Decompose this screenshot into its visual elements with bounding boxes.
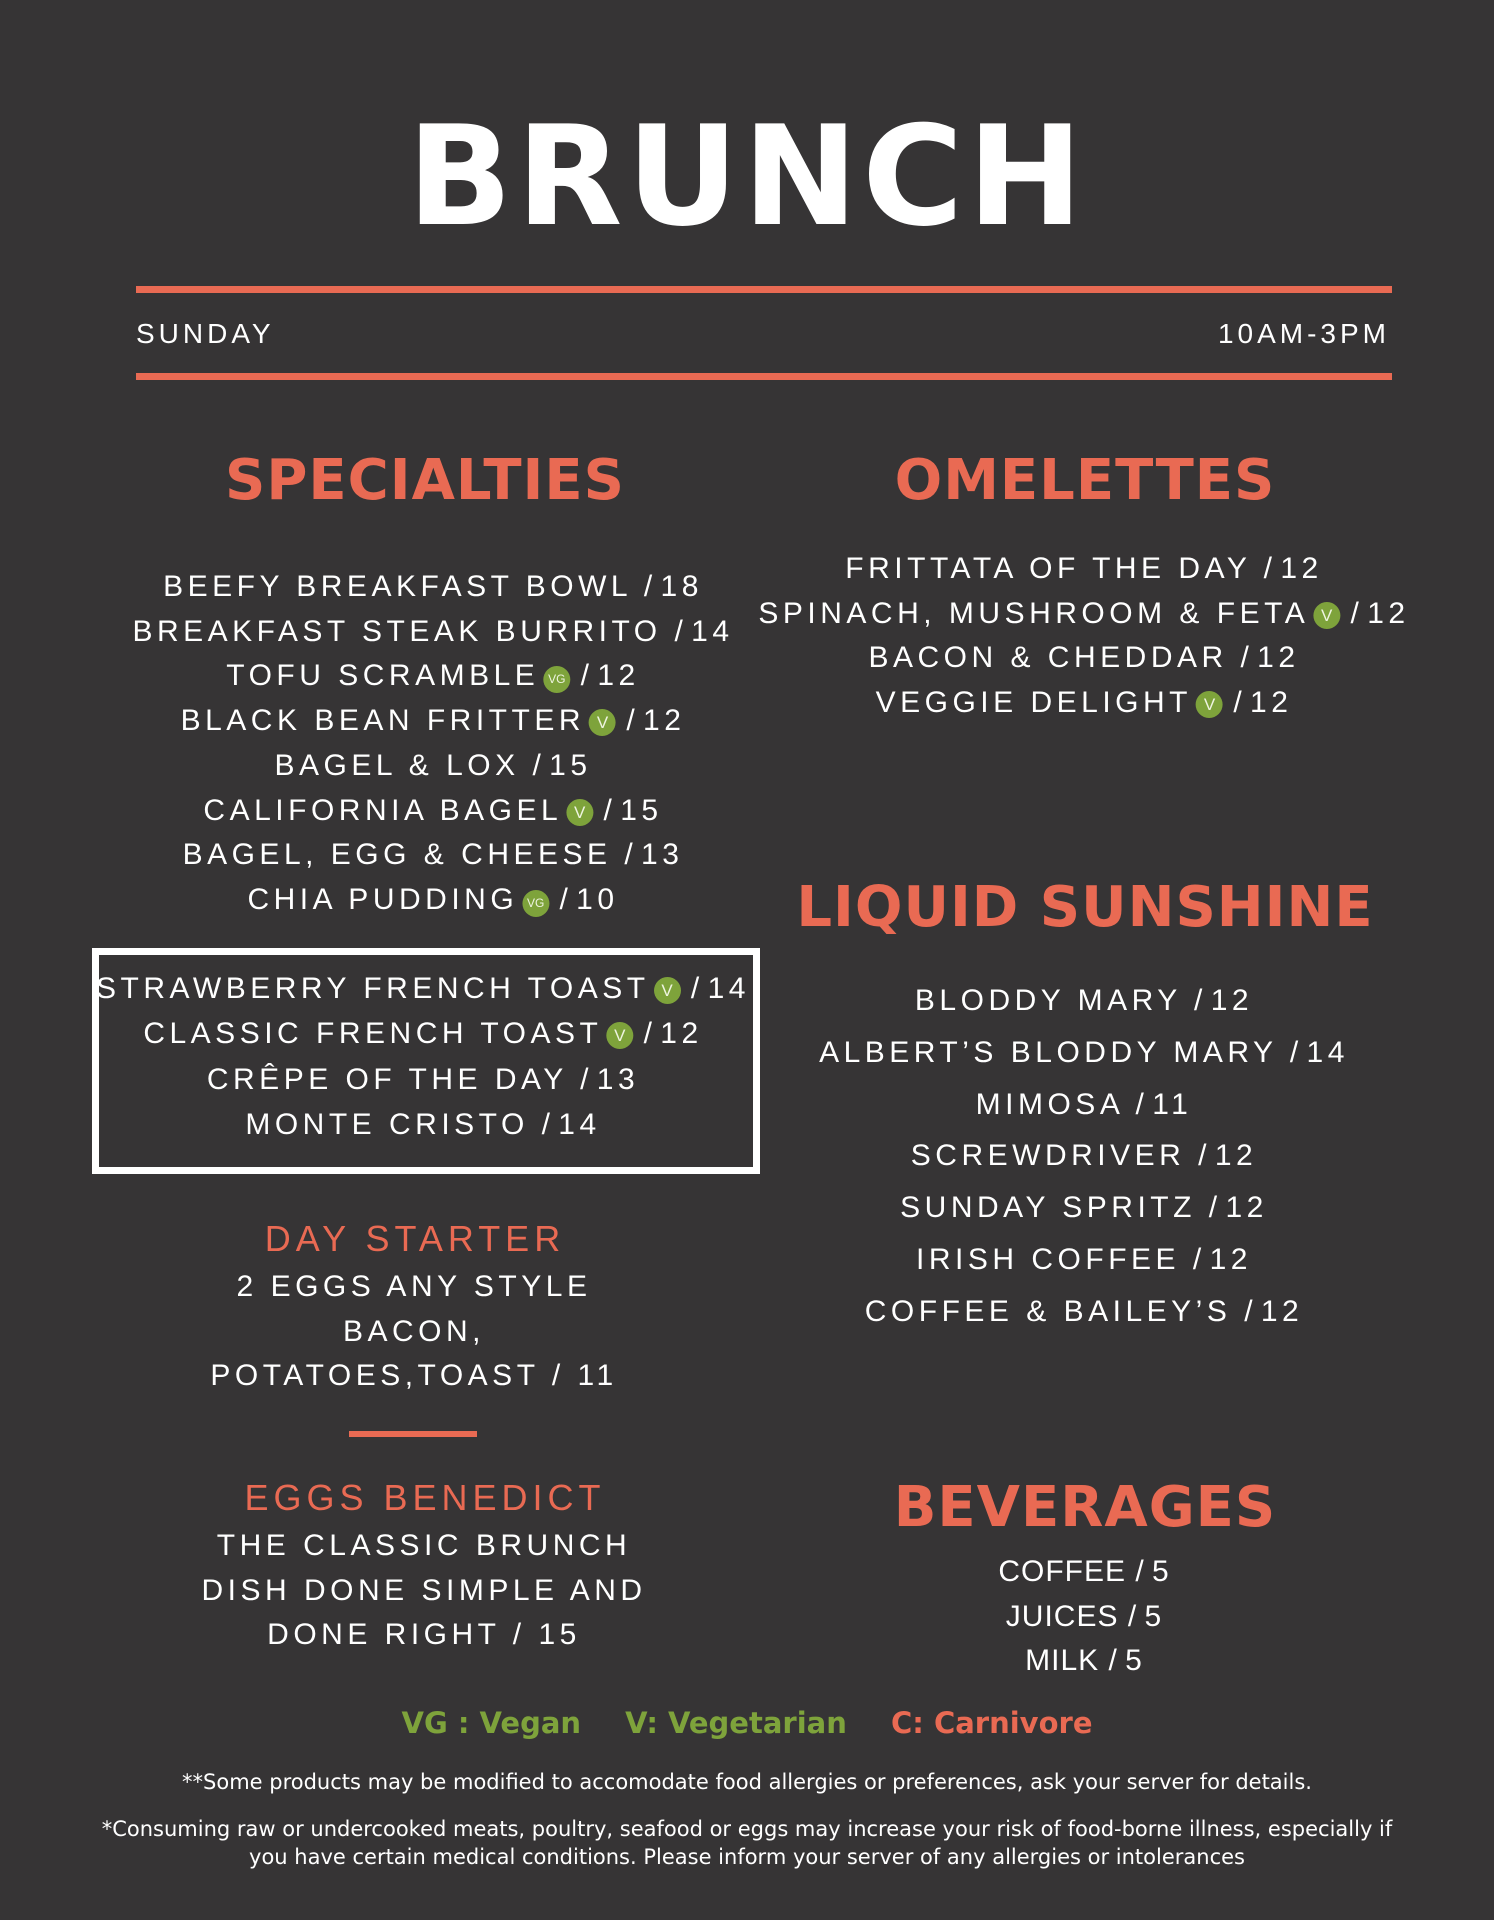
item-price: 14 <box>707 972 750 1005</box>
menu-item <box>183 840 684 870</box>
item-price: 5 <box>1152 1555 1170 1588</box>
price-separator: / <box>1289 1035 1307 1069</box>
menu-item <box>758 596 1410 630</box>
schedule-day: SUNDAY <box>136 318 275 349</box>
price-separator: / <box>595 793 621 827</box>
item-price: 12 <box>1225 1191 1268 1225</box>
item-price: 12 <box>660 1017 703 1051</box>
menu-item <box>247 882 619 917</box>
schedule-hours: 10AM-3PM <box>1217 318 1390 349</box>
legend-carnivore: C: Carnivore <box>890 1706 1093 1740</box>
menu-title: BRUNCH <box>407 96 1087 257</box>
item-name: CLASSIC FRENCH TOAST <box>143 1017 603 1051</box>
price-separator: / <box>1225 686 1251 720</box>
vegetarian-badge: V <box>654 977 681 1004</box>
vegan-badge: VG <box>543 666 570 693</box>
menu-item <box>864 1294 1304 1328</box>
description-line: BACON, <box>342 1314 486 1348</box>
eggs-benedict-heading: EGGS BENEDICT <box>244 1477 606 1518</box>
item-name: CHIA PUDDING <box>247 882 519 916</box>
item-name: CRÊPE OF THE DAY <box>206 1062 568 1096</box>
item-price: 14 <box>558 1107 601 1141</box>
item-price: 15 <box>549 748 592 782</box>
item-name: MIMOSA <box>975 1087 1123 1121</box>
consumption-warning: *Consuming raw or undercooked meats, poultry, seafood or eggs may increase your risk of food-borne illness, especially if you have certain medical conditions. Please inform your server of any allergies or intolerances <box>101 1817 1393 1869</box>
item-name: MONTE CRISTO <box>245 1107 529 1141</box>
description-line: THE CLASSIC BRUNCH <box>216 1529 632 1562</box>
item-name: BEEFY BREAKFAST BOWL <box>163 570 632 603</box>
menu-item <box>163 572 703 602</box>
item-name: BLODDY MARY <box>914 984 1182 1017</box>
description-line: DISH DONE SIMPLE AND <box>201 1573 647 1607</box>
menu-item <box>181 706 686 736</box>
menu-item <box>206 1062 640 1096</box>
menu-item <box>203 793 663 827</box>
price-separator: / <box>541 1107 559 1141</box>
price-separator: / <box>1208 1191 1226 1225</box>
legend-vegan: VG : Vegan <box>401 1706 582 1740</box>
vegetarian-badge: V <box>1313 602 1340 629</box>
price-separator: / <box>643 570 661 603</box>
price-separator: / <box>1194 984 1211 1017</box>
price-separator: / <box>1135 1555 1152 1588</box>
price-separator: / <box>624 838 642 872</box>
item-name: CALIFORNIA BAGEL <box>203 793 563 827</box>
omelettes-heading: OMELETTES <box>894 448 1276 513</box>
menu-item <box>975 1087 1193 1121</box>
item-name: BLACK BEAN FRITTER <box>180 704 586 738</box>
item-name: BREAKFAST STEAK BURRITO <box>132 614 662 648</box>
menu-item <box>868 643 1299 673</box>
item-name: SPINACH, MUSHROOM & FETA <box>758 596 1310 630</box>
item-price: 12 <box>1210 984 1254 1017</box>
price-separator: / <box>1192 1243 1210 1276</box>
item-price: 12 <box>1367 596 1410 630</box>
item-name: JUICES <box>1005 1599 1119 1633</box>
item-name: COFFEE & BAILEY’S <box>864 1294 1232 1328</box>
item-price: 12 <box>1250 686 1293 720</box>
item-price: 5 <box>1125 1644 1143 1678</box>
item-name: COFFEE <box>998 1555 1126 1588</box>
item-name: BAGEL & LOX <box>274 748 520 782</box>
item-name: BAGEL, EGG & CHEESE <box>182 838 612 872</box>
item-price: 13 <box>641 838 684 872</box>
description-line: 2 EGGS ANY STYLE <box>236 1270 592 1303</box>
liquid-sunshine-heading: LIQUID SUNSHINE <box>796 875 1374 940</box>
item-price: 10 <box>576 882 619 916</box>
price-separator: / <box>635 1017 661 1051</box>
item-price: 12 <box>643 704 686 738</box>
item-price: 14 <box>691 614 734 648</box>
vegetarian-badge: V <box>589 709 616 736</box>
specialties-heading: SPECIALTIES <box>225 448 625 513</box>
menu-item <box>998 1557 1169 1587</box>
menu-item <box>915 986 1253 1016</box>
beverages-heading: BEVERAGES <box>893 1475 1277 1540</box>
item-price: 13 <box>596 1062 640 1096</box>
item-price: 12 <box>1280 552 1323 585</box>
price-separator: / <box>618 704 644 738</box>
item-price: 12 <box>1260 1294 1304 1328</box>
menu-item <box>845 554 1322 584</box>
menu-item <box>911 1141 1257 1171</box>
price-separator: / <box>1127 1599 1145 1633</box>
item-name: MILK <box>1025 1644 1100 1678</box>
menu-item <box>916 1245 1252 1275</box>
price-separator: / <box>1198 1139 1215 1173</box>
price-separator: / <box>1135 1087 1153 1121</box>
price-separator: / <box>1240 641 1258 675</box>
price-separator: / <box>580 1062 597 1096</box>
legend-vegetarian: V: Vegetarian <box>625 1706 847 1740</box>
allergy-note: **Some products may be modified to accomodate food allergies or preferences, ask your server for details. <box>182 1770 1312 1794</box>
vegetarian-badge: V <box>1196 691 1223 718</box>
item-name: SCREWDRIVER <box>910 1139 1186 1173</box>
price-separator: / <box>551 882 577 916</box>
menu-item <box>819 1035 1349 1069</box>
item-price: 5 <box>1144 1599 1163 1633</box>
bottom-divider <box>136 373 1392 380</box>
vegan-badge: VG <box>522 890 549 917</box>
menu-item <box>1005 1599 1163 1633</box>
vegetarian-badge: V <box>566 799 593 826</box>
menu-item <box>245 1107 601 1141</box>
menu-item <box>876 688 1293 718</box>
day-starter-heading: DAY STARTER <box>264 1218 566 1259</box>
price-separator: / <box>1108 1644 1126 1678</box>
item-name: ALBERT’S BLODDY MARY <box>819 1035 1278 1069</box>
price-separator: / <box>1263 552 1281 585</box>
price-separator: / <box>682 972 708 1005</box>
menu-item <box>96 974 750 1004</box>
price-separator: / <box>532 748 550 782</box>
menu-item <box>143 1019 702 1049</box>
item-price: 15 <box>620 793 663 827</box>
item-price: 14 <box>1306 1035 1349 1069</box>
vegetarian-badge: V <box>606 1022 633 1049</box>
item-name: IRISH COFFEE <box>916 1243 1181 1276</box>
menu-item <box>226 661 639 693</box>
menu-item <box>1025 1646 1143 1676</box>
item-name: VEGGIE DELIGHT <box>875 686 1192 720</box>
menu-item <box>132 614 734 648</box>
item-price: 18 <box>660 570 703 603</box>
price-separator: / <box>674 614 692 648</box>
item-name: BACON & CHEDDAR <box>868 641 1228 675</box>
item-price: 12 <box>1214 1139 1258 1173</box>
item-price: 12 <box>1209 1243 1252 1276</box>
item-name: SUNDAY SPRITZ <box>900 1191 1196 1225</box>
menu-item <box>274 748 592 782</box>
top-divider <box>136 286 1392 293</box>
section-divider <box>349 1431 477 1437</box>
item-name: FRITTATA OF THE DAY <box>845 552 1251 585</box>
item-price: 11 <box>1152 1087 1193 1121</box>
menu-item <box>900 1193 1268 1223</box>
item-name: TOFU SCRAMBLE <box>226 659 540 693</box>
description-line: POTATOES,TOAST / 11 <box>210 1359 618 1392</box>
diet-legend <box>0 1706 1494 1740</box>
item-name: STRAWBERRY FRENCH TOAST <box>96 972 650 1005</box>
price-separator: / <box>1342 596 1368 630</box>
item-price: 12 <box>1257 641 1300 675</box>
item-price: 12 <box>597 659 640 693</box>
description-line: DONE RIGHT / 15 <box>267 1618 581 1651</box>
price-separator: / <box>572 659 598 693</box>
price-separator: / <box>1244 1294 1261 1328</box>
